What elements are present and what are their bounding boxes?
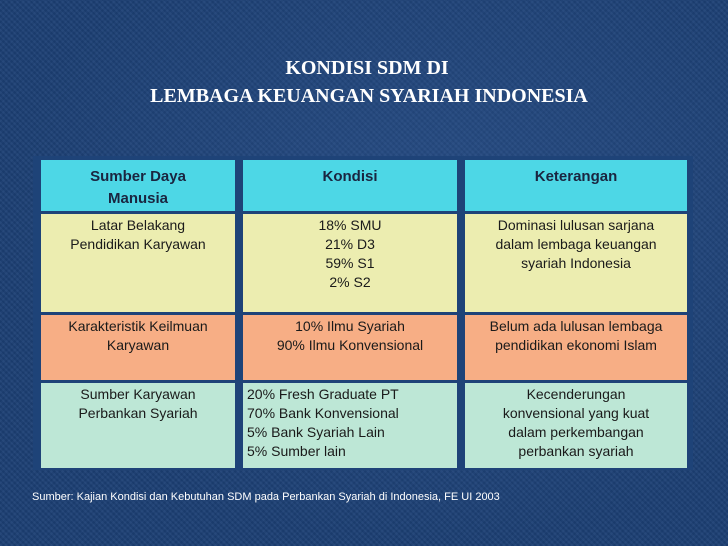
cell-line: Kecenderungan [526,386,626,402]
row3-sdm-cell [41,383,235,468]
header-col2-label: Kondisi [322,168,378,185]
cell-line: Karakteristik Keilmuan [68,318,208,334]
cell-line: 70% Bank Konvensional [247,405,399,421]
row2-keterangan-cell [465,315,687,380]
row1-kondisi-cell [243,214,457,312]
cell-line: 5% Bank Syariah Lain [247,424,385,440]
row1-keterangan-cell [465,214,687,312]
title-line-1: KONDISI SDM DI [285,57,449,79]
header-sumber-daya-manusia [41,160,235,211]
cell-line: Belum ada lulusan lembaga [489,318,663,334]
cell-line: dalam perkembangan [508,424,644,440]
cell-line: 5% Sumber lain [247,443,346,459]
cell-line: Perbankan Syariah [78,405,198,421]
cell-line: Latar Belakang [90,217,186,233]
slide-title [0,54,728,110]
cell-line: Dominasi lulusan sarjana [497,217,655,233]
header-col3-label: Keterangan [534,168,618,185]
row2-kondisi-cell [243,315,457,380]
cell-line: 2% S2 [329,274,371,290]
cell-line: pendidikan ekonomi Islam [495,337,657,353]
cell-line: perbankan syariah [518,443,634,459]
cell-line: Sumber Karyawan [80,386,196,402]
cell-line: dalam lembaga keuangan [495,236,657,252]
cell-line: 10% Ilmu Syariah [295,318,405,334]
cell-line: konvensional yang kuat [502,405,650,421]
cell-line: Karyawan [106,337,170,353]
source-note: Sumber: Kajian Kondisi dan Kebutuhan SDM pada Perbankan Syariah di Indonesia, FE UI 2003 [32,491,500,503]
cell-line: 59% S1 [325,255,375,271]
cell-line: Pendidikan Karyawan [70,236,206,252]
title-line-2: LEMBAGA KEUANGAN SYARIAH INDONESIA [150,85,588,107]
row3-kondisi-cell [243,383,457,468]
cell-line: 18% SMU [318,217,382,233]
row1-sdm-cell [41,214,235,312]
cell-line: 20% Fresh Graduate PT [247,386,399,402]
cell-line: 90% Ilmu Konvensional [276,337,424,353]
cell-line: syariah Indonesia [521,255,631,271]
header-kondisi [243,160,457,211]
header-col1-line: Manusia [107,190,168,207]
cell-line: 21% D3 [325,236,375,252]
header-col1-line: Sumber Daya [90,168,186,185]
row3-keterangan-cell [465,383,687,468]
row2-sdm-cell [41,315,235,380]
header-keterangan [465,160,687,211]
sdm-table [33,156,693,470]
